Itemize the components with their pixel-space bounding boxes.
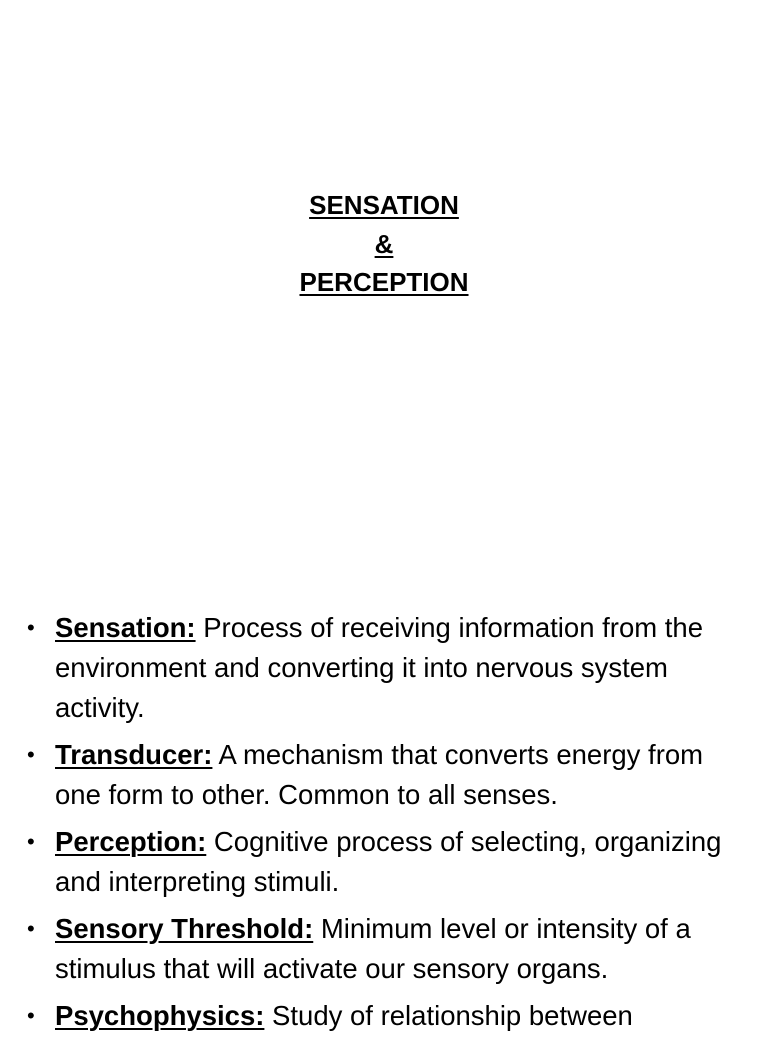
list-item-sensation <box>0 608 768 728</box>
list-item-transducer <box>0 735 768 815</box>
slide-title <box>0 186 768 302</box>
bullet-icon: • <box>27 1003 35 1028</box>
term-definition: Cognitive process of selecting, organizing and interpreting stimuli. <box>55 826 722 897</box>
term-definition: A mechanism that converts energy from one form to other. Common to all senses. <box>55 739 704 810</box>
term-label: Perception: <box>55 826 207 857</box>
list-item-psychophysics <box>0 996 768 1036</box>
bullet-icon: • <box>27 742 35 767</box>
term-label: Psychophysics: <box>55 1000 265 1031</box>
term-definition: Process of receiving information from the environment and converting it into nervous system activity. <box>55 612 704 723</box>
bullet-icon: • <box>27 615 35 640</box>
list-item-sensory-threshold <box>0 909 768 989</box>
title-text-sensation: SENSATION <box>309 190 459 220</box>
term-definition: Study of relationship between <box>264 1000 633 1031</box>
title-text-ampersand: & <box>374 228 394 259</box>
bullet-icon: • <box>27 829 35 854</box>
term-label: Transducer: <box>55 739 213 770</box>
title-line-perception <box>0 263 768 302</box>
term-label: Sensation: <box>55 612 196 643</box>
term-definition: Minimum level or intensity of a stimulus that will activate our sensory organs. <box>55 913 691 984</box>
title-line-sensation <box>0 186 768 225</box>
definitions-list <box>0 608 768 1043</box>
title-text-perception: PERCEPTION <box>299 267 469 297</box>
term-label: Sensory Threshold: <box>55 913 314 944</box>
bullet-icon: • <box>27 916 35 941</box>
title-line-ampersand <box>0 225 768 264</box>
list-item-perception <box>0 822 768 902</box>
